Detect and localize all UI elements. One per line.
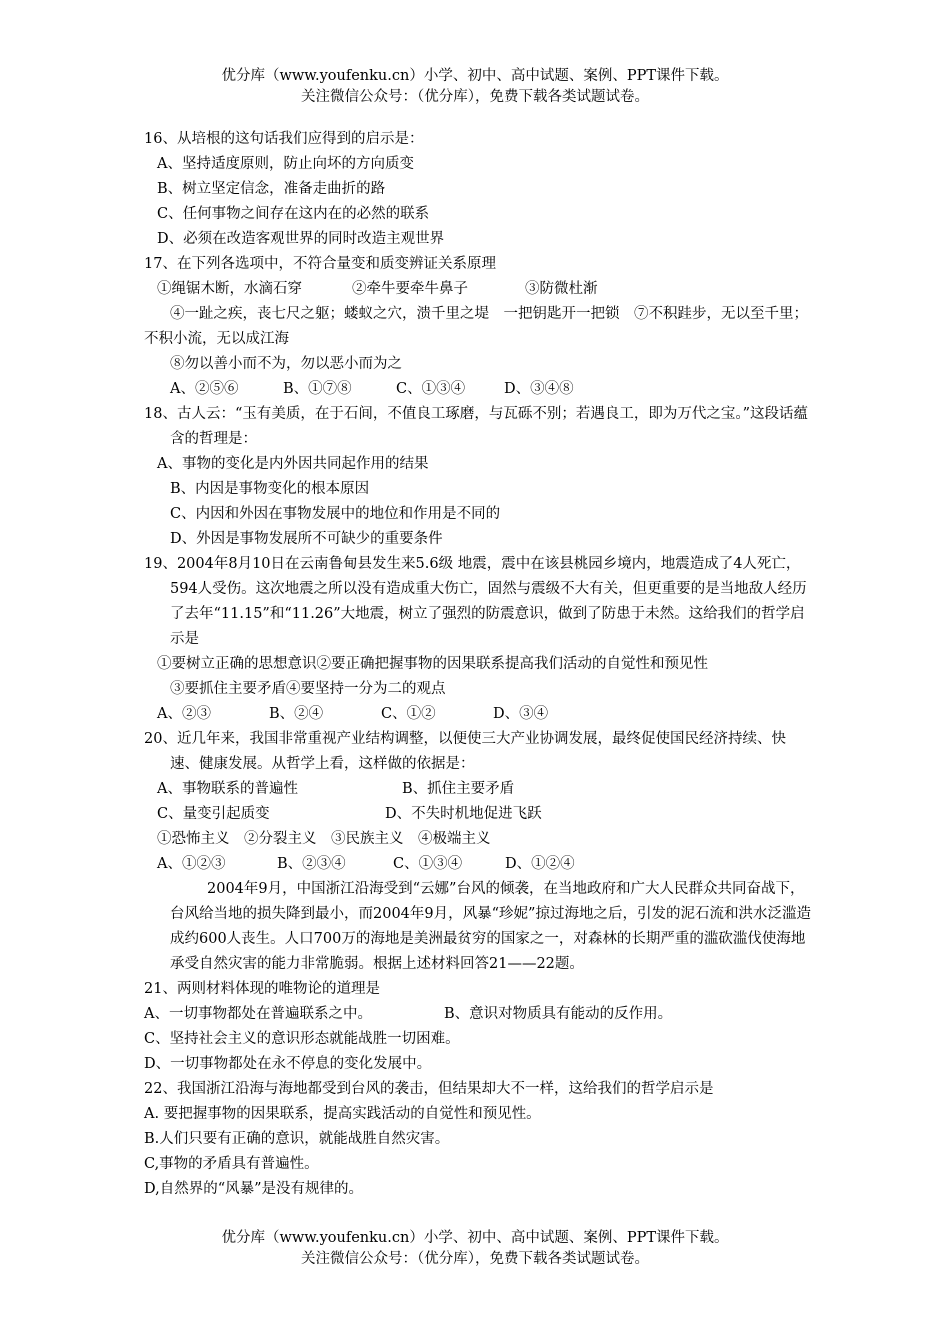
q22-option-b: B.人们只要有正确的意识，就能战胜自然灾害。 (144, 1131, 450, 1147)
q21-option-b: B、意识对物质具有能动的反作用。 (444, 1006, 673, 1022)
q20-items: ①恐怖主义 ②分裂主义 ③民族主义 ④极端主义 (157, 831, 491, 847)
q18-option-b: B、内因是事物变化的根本原因 (170, 481, 370, 497)
q21-option-c: C、坚持社会主义的意识形态就能战胜一切困难。 (144, 1031, 460, 1047)
document-body (144, 127, 814, 1202)
q17-item-4: ④一趾之疾，丧七尺之躯；蝼蚁之穴，溃千里之堤 一把钥匙开一把锁 ⑦不积跬步，无以至千里；不积小流，无以成江海 (144, 306, 808, 347)
q21-option-a: A、一切事物都处在普遍联系之中。 (144, 1006, 372, 1022)
q17-item-2: ②牵牛要牵牛鼻子 (352, 281, 468, 297)
q19-items-1: ①要树立正确的思想意识②要正确把握事物的因果联系提高我们活动的自觉性和预见性 (157, 656, 708, 672)
q20-choice-d: D、①②④ (505, 856, 575, 872)
q20-option-c: C、量变引起质变 (157, 806, 270, 822)
q20-stem: 20、近几年来，我国非常重视产业结构调整，以便使三大产业协调发展，最终促使国民经济持续、快速、健康发展。从哲学上看，这样做的依据是： (144, 731, 786, 772)
q19-option-d: D、③④ (493, 706, 549, 722)
q20-choice-c: C、①③④ (393, 856, 463, 872)
q17-options (144, 377, 814, 402)
q17-option-a: A、②⑤⑥ (170, 381, 239, 397)
q17-items-row1 (144, 277, 814, 302)
q21-stem: 21、两则材料体现的唯物论的道理是 (144, 981, 380, 997)
q20-option-d: D、不失时机地促进飞跃 (385, 806, 542, 822)
q19-option-a: A、②③ (157, 706, 211, 722)
q19-stem: 19、2004年8月10日在云南鲁甸县发生来5.6级 地震，震中在该县桃园乡境内，地震造成了4人死亡，594人受伤。这次地震之所以没有造成重大伤亡，固然与震级不大有关，但更重要的是当地敌人经历了去年“11.15”和“11.26”大地震，树立了强烈的防震意识，做到了防患于未然。这给我们的哲学启示是 (144, 556, 807, 647)
material-paragraph: 2004年9月，中国浙江沿海受到“云娜”台风的倾袭，在当地政府和广大人民群众共同奋战下，台风给当地的损失降到最小，而2004年9月，风暴“珍妮”掠过海地之后，引发的泥石流和洪水泛滥造成约600人丧生。人口700万的海地是美洲最贫穷的国家之一，对森林的长期严重的滥砍滥伐使海地承受自然灾害的能力非常脆弱。根据上述材料回答21——22题。 (170, 881, 811, 972)
header-line-1: 优分库（www.youfenku.cn）小学、初中、高中试题、案例、PPT课件下载。 (221, 68, 729, 84)
footer-line-2: 关注微信公众号：（优分库），免费下载各类试题试卷。 (301, 1251, 649, 1267)
q16-stem: 16、从培根的这句话我们应得到的启示是： (144, 131, 424, 147)
q17-item-1: ①绳锯木断，水滴石穿 (157, 281, 302, 297)
q19-options (144, 702, 814, 727)
q21-option-d: D、一切事物都处在永不停息的变化发展中。 (144, 1056, 432, 1072)
q18-option-a: A、事物的变化是内外因共同起作用的结果 (157, 456, 429, 472)
q16-option-d: D、必须在改造客观世界的同时改造主观世界 (157, 231, 445, 247)
q17-option-d: D、③④⑧ (504, 381, 574, 397)
q17-item-8: ⑧勿以善小而不为，勿以恶小而为之 (170, 356, 402, 372)
q20-choice-a: A、①②③ (157, 856, 226, 872)
q22-option-d: D,自然界的“风暴”是没有规律的。 (144, 1181, 364, 1197)
q20-option-b: B、抓住主要矛盾 (402, 781, 515, 797)
q21-options-row1 (144, 1002, 814, 1027)
q20-choice-b: B、②③④ (277, 856, 346, 872)
q19-option-b: B、②④ (269, 706, 324, 722)
q20-options-row2 (144, 802, 814, 827)
header-line-2: 关注微信公众号：（优分库），免费下载各类试题试卷。 (301, 89, 649, 105)
q19-option-c: C、①② (381, 706, 436, 722)
q18-option-d: D、外因是事物发展所不可缺少的重要条件 (170, 531, 443, 547)
q17-option-c: C、①③④ (396, 381, 466, 397)
q18-option-c: C、内因和外因在事物发展中的地位和作用是不同的 (170, 506, 501, 522)
footer-line-1: 优分库（www.youfenku.cn）小学、初中、高中试题、案例、PPT课件下载。 (221, 1230, 729, 1246)
q22-option-a: A. 要把握事物的因果联系，提高实践活动的自觉性和预见性。 (144, 1106, 541, 1122)
q16-option-b: B、树立坚定信念，准备走曲折的路 (157, 181, 386, 197)
page-footer (0, 1228, 950, 1270)
q19-items-2: ③要抓住主要矛盾④要坚持一分为二的观点 (170, 681, 446, 697)
q16-option-c: C、任何事物之间存在这内在的必然的联系 (157, 206, 430, 222)
q16-option-a: A、坚持适度原则，防止向坏的方向质变 (157, 156, 414, 172)
q18-stem: 18、古人云：“玉有美质，在于石间，不值良工琢磨，与瓦砾不别；若遇良工，即为万代之宝。”这段话蕴含的哲理是： (144, 406, 809, 447)
q22-option-c: C,事物的矛盾具有普遍性。 (144, 1156, 319, 1172)
q22-stem: 22、我国浙江沿海与海地都受到台风的袭击，但结果却大不一样，这给我们的哲学启示是 (144, 1081, 714, 1097)
q20-options-row3 (144, 852, 814, 877)
q17-item-3: ③防微杜渐 (525, 281, 598, 297)
page-header (0, 66, 950, 108)
q17-option-b: B、①⑦⑧ (283, 381, 352, 397)
q20-option-a: A、事物联系的普遍性 (157, 781, 298, 797)
q20-options-row1 (144, 777, 814, 802)
q17-stem: 17、在下列各选项中，不符合量变和质变辨证关系原理 (144, 256, 496, 272)
